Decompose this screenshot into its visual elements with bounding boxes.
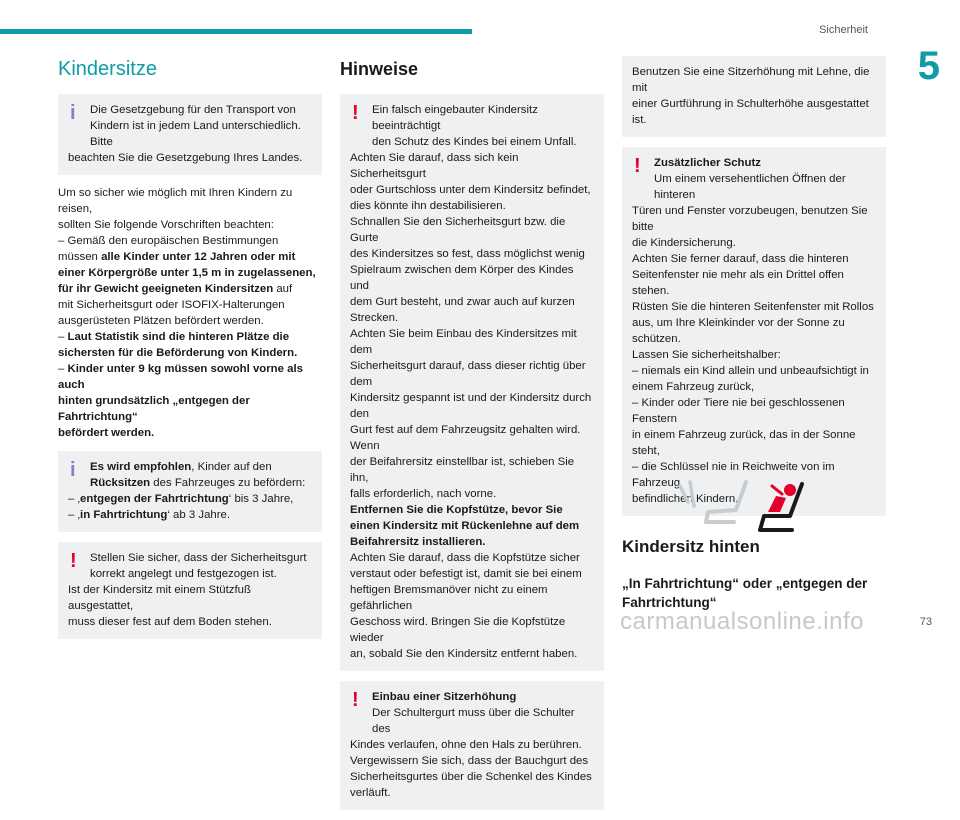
text-line: mit Sicherheitsgurt oder ISOFIX-Halterungen [58,299,285,311]
text-line: Seitenfenster nie mehr als ein Drittel offen stehen. [632,269,844,297]
text-line: Sicherheitsgurt darauf, dass dieser richtig über dem [350,360,586,388]
bold-span: für ihr Gewicht geeigneten Kindersitzen [58,283,274,295]
text-line [58,249,322,265]
bold-span: Rücksitzen [90,477,151,489]
text-line: Benutzen Sie eine Sitzerhöhung mit Lehne, die mit [632,66,870,94]
info-box-recommendation [58,451,322,532]
column-2 [340,56,604,820]
text-span: – ‚ [68,509,81,521]
text-line: Strecken. [350,312,399,324]
text-line: – niemals ein Kind allein und unbeaufsichtigt in [632,365,869,377]
text-line: Vergewissern Sie sich, dass der Bauchgurt des [350,755,589,767]
text-line: muss dieser fest auf dem Boden stehen. [68,616,272,628]
text-line: an, sobald Sie den Kindersitz entfernt haben. [350,648,578,660]
text-line [68,491,312,507]
hinweise-heading: Hinweise [340,59,419,79]
warning-icon: ! [634,155,641,177]
text-line: – Gemäß den europäischen Bestimmungen [58,235,279,247]
child-seat-icon [760,484,802,530]
text-line [58,281,322,297]
text-line: Achten Sie darauf, dass die Kopfstütze sicher [350,552,580,564]
text-line: – die Schlüssel nie in Reichweite von im Fahrzeug [632,461,835,489]
text-line: Fahrtrichtung“ [622,595,717,610]
text-line: Rüsten Sie die hinteren Seitenfenster mit Rollos [632,301,874,313]
info-box-legislation [58,94,322,175]
text-line: dies könnte ihn destabilisieren. [350,200,506,212]
warning-icon: ! [70,550,77,572]
chapter-number: 5 [917,44,940,88]
orientation-subheading [622,574,886,612]
text-line: Ist der Kindersitz mit einem Stützfuß ausgestattet, [68,584,251,612]
page-number: 73 [919,616,932,628]
bold-line: Einbau einer Sitzerhöhung [372,691,517,703]
text-line: beachten Sie die Gesetzgebung Ihres Landes. [68,152,303,164]
text-line: Kindes verlaufen, ohne den Hals zu berühren. [350,739,582,751]
text-line: Ein falsch eingebauter Kindersitz beeinträchtigt [372,104,538,132]
watermark: carmanualsonline.info [620,608,864,635]
booster-note-box [622,56,886,137]
airbag-deploy-icon [680,482,694,506]
text-line: dem Gurt besteht, und zwar auch auf kurzen [350,296,575,308]
rear-child-seat-heading: Kindersitz hinten [622,537,760,556]
text-line: in einem Fahrzeug zurück, das in der Sonne steht, [632,429,856,457]
text-line: – Kinder oder Tiere nie bei geschlossenen Fenstern [632,397,845,425]
text-line: korrekt angelegt und festgezogen ist. [90,568,277,580]
text-line: Um einem versehentlichen Öffnen der hinteren [654,173,846,201]
bold-span: Es wird empfohlen [90,461,192,473]
text-line: ausgerüsteten Plätzen befördert werden. [58,315,264,327]
text-line: Kindern ist in jedem Land unterschiedlich. Bitte [90,120,301,148]
text-line: befindlichen Kindern. [632,493,739,505]
text-line [58,361,322,393]
text-line [68,459,312,475]
warning-box-installation [340,94,604,671]
text-line [68,475,312,491]
warning-box-seatbelt [58,542,322,639]
warning-icon: ! [352,102,359,124]
text-line: sollten Sie folgende Vorschriften beachten: [58,219,274,231]
text-line: Um so sicher wie möglich mit Ihren Kindern zu reisen, [58,187,293,215]
header-accent-bar [0,29,472,34]
dash: – [58,331,68,343]
bold-span: entgegen der Fahrtrichtung [80,493,229,505]
child-seat-pictogram [672,476,812,532]
bold-line: Entfernen Sie die Kopfstütze, bevor Sie [350,504,563,516]
text-line: verläuft. [350,787,391,799]
text-line [68,507,312,523]
text-line: den Schutz des Kindes bei einem Unfall. [372,136,577,148]
bold-line: Zusätzlicher Schutz [654,157,761,169]
bold-line: befördert werden. [58,427,155,439]
dash: – [58,363,68,375]
text-line: Geschoss wird. Bringen Sie die Kopfstütze wieder [350,616,566,644]
bold-line: hinten grundsätzlich „entgegen der Fahrtrichtung“ [58,395,250,423]
text-line: Türen und Fenster vorzubeugen, benutzen Sie bitte [632,205,868,233]
text-line: Kindersitz gespannt ist und der Kindersitz durch den [350,392,592,420]
text-line: Achten Sie ferner darauf, dass die hinteren [632,253,849,265]
text-line: Die Gesetzgebung für den Transport von [90,104,296,116]
warning-box-extra-protection [622,147,886,516]
bold-span: alle Kinder unter 12 Jahren oder mit [101,251,296,263]
text-line: aus, um Ihre Kleinkinder vor der Sonne zu [632,317,845,329]
info-icon: i [70,459,76,481]
text-line: „In Fahrtrichtung“ oder „entgegen der [622,576,868,591]
bold-line: Beifahrersitz installieren. [350,536,486,548]
text-line: des Kindersitzes so fest, dass möglichst wenig [350,248,585,260]
column-1 [58,56,322,649]
bold-line: sichersten für die Beförderung von Kindern. [58,347,298,359]
text-line: Achten Sie darauf, dass sich kein Sicherheitsgurt [350,152,519,180]
text-span: ‘ bis 3 Jahre, [228,493,294,505]
text-line: Spielraum zwischen dem Körper des Kindes und [350,264,574,292]
rules-paragraph [58,185,322,441]
info-icon: i [70,102,76,124]
bold-line: einer Körpergröße unter 1,5 m in zugelassenen, [58,267,316,279]
text-line: Sicherheitsgurtes über die Schenkel des Kindes [350,771,592,783]
text-line: verstaut oder befestigt ist, damit sie bei einem [350,568,582,580]
text-span: müssen [58,251,102,263]
bold-span: in Fahrtrichtung [80,509,168,521]
section-label: Sicherheit [819,24,868,36]
bold-span: Laut Statistik sind die hinteren Plätze die [67,331,290,343]
text-line: einem Fahrzeug zurück, [632,381,755,393]
text-line: falls erforderlich, nach vorne. [350,488,497,500]
text-line: Gurt fest auf dem Fahrzeugsitz gehalten wird. Wenn [350,424,581,452]
text-span: ‘ ab 3 Jahre. [167,509,231,521]
text-line: schützen. [632,333,681,345]
column-3 [622,56,886,626]
text-line: Lassen Sie sicherheitshalber: [632,349,781,361]
seat-icon [706,482,746,522]
text-line: heftigen Bremsmanöver nicht zu einem gefährlichen [350,584,548,612]
bold-line: einen Kindersitz mit Rückenlehne auf dem [350,520,580,532]
text-line: der Beifahrersitz einstellbar ist, schieben Sie ihn, [350,456,575,484]
text-line: Stellen Sie sicher, dass der Sicherheitsgurt [90,552,307,564]
page-title: Kindersitze [58,58,157,80]
text-line: Achten Sie beim Einbau des Kindersitzes mit dem [350,328,577,356]
bold-span: Kinder unter 9 kg müssen sowohl vorne als auch [58,363,303,391]
text-line [58,329,322,345]
text-line: oder Gurtschloss unter dem Kindersitz befindet, [350,184,591,196]
text-line: Der Schultergurt muss über die Schulter des [372,707,575,735]
text-line: Schnallen Sie den Sicherheitsgurt bzw. die Gurte [350,216,566,244]
text-line: einer Gurtführung in Schulterhöhe ausgestattet ist. [632,98,869,126]
text-span: des Fahrzeuges zu befördern: [150,477,306,489]
text-span: auf [273,283,293,295]
text-span: – ‚ [68,493,81,505]
warning-icon: ! [352,689,359,711]
text-span: , Kinder auf den [191,461,272,473]
warning-box-booster [340,681,604,810]
text-line: die Kindersicherung. [632,237,736,249]
